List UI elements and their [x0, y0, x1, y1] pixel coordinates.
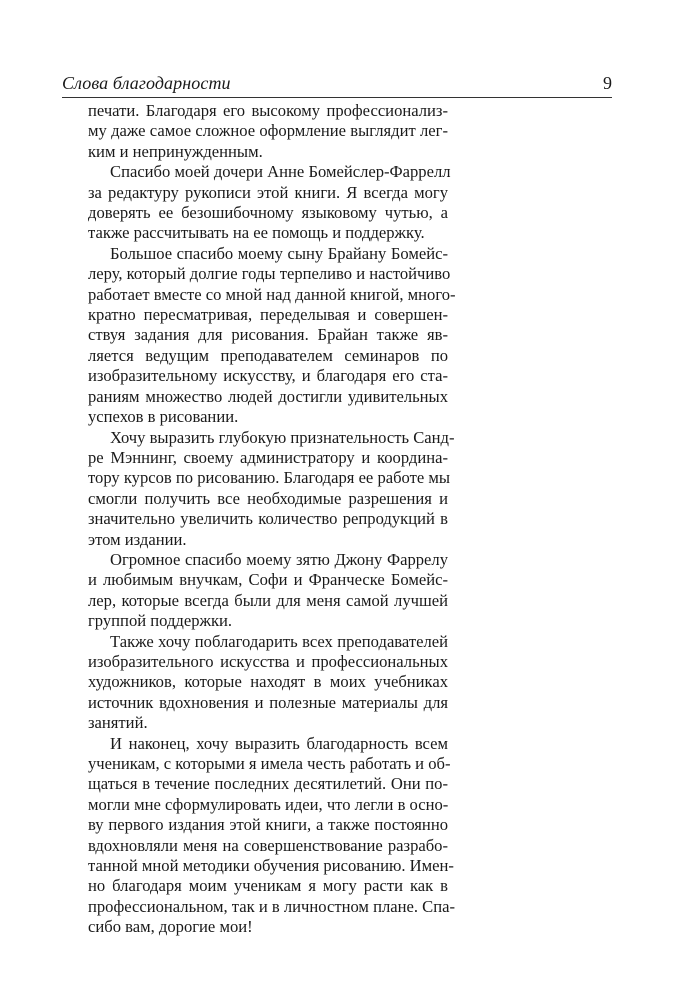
text-line: ре Мэннинг, своему администратору и координа-: [88, 447, 448, 467]
text-line: сибо вам, дорогие мои!: [88, 917, 253, 937]
text-line: И наконец, хочу выразить благодарность всем: [110, 733, 448, 753]
paragraph: [88, 427, 455, 550]
text-line: ким и непринужденным.: [88, 141, 263, 161]
text-line: печати. Благодаря его высокому профессионализ-: [88, 101, 448, 120]
text-line: работает вместе со мной над данной книгой, много-: [88, 284, 456, 304]
paragraph: [88, 243, 456, 428]
paragraph: [88, 550, 448, 632]
text-line: доверять ее безошибочному языковому чутью, а: [88, 203, 448, 223]
text-line: му даже самое сложное оформление выглядит лег-: [88, 121, 448, 141]
text-line: успехов в рисовании.: [88, 407, 239, 427]
text-line: значительно увеличить количество репродукций в: [88, 509, 448, 529]
text-line: и любимым внучкам, Софи и Франческе Бомейс-: [88, 570, 448, 590]
text-line: группой поддержки.: [88, 611, 233, 631]
paragraph: [88, 101, 448, 162]
text-line: тору курсов по рисованию. Благодаря ее работе мы: [88, 468, 451, 488]
body-text: [88, 101, 456, 938]
text-line: Хочу выразить глубокую признательность Санд-: [110, 427, 455, 447]
text-line: леру, который долгие годы терпеливо и настойчиво: [88, 264, 451, 284]
text-line: профессиональном, так и в личностном плане. Спа-: [88, 896, 455, 916]
page-number: 9: [603, 73, 612, 93]
text-line: изобразительного искусства и профессиональных: [88, 651, 448, 671]
text-line: Большое спасибо моему сыну Брайану Бомейс-: [110, 243, 448, 263]
text-line: источник вдохновения и полезные материалы для: [88, 692, 448, 712]
text-line: но благодаря моим ученикам я могу расти как в: [88, 876, 448, 896]
text-line: изобразительному искусству, и благодаря его ста-: [88, 366, 448, 386]
text-line: ствуя задания для рисования. Брайан также яв-: [88, 325, 448, 345]
text-line: Огромное спасибо моему зятю Джону Фаррелу: [110, 549, 448, 569]
text-line: лер, которые всегда были для меня самой лучшей: [88, 590, 448, 610]
text-line: ляется ведущим преподавателем семинаров по: [88, 345, 448, 365]
running-title: Слова благодарности: [62, 73, 231, 93]
text-line: этом издании.: [88, 529, 187, 549]
text-line: щаться в течение последних десятилетий. Они по-: [88, 774, 448, 794]
paragraph: [88, 162, 451, 244]
text-line: занятий.: [88, 713, 148, 733]
running-head: [62, 72, 612, 94]
text-line: могли мне сформулировать идеи, что легли в осно-: [88, 794, 449, 814]
text-line: ву первого издания этой книги, а также постоянно: [88, 815, 448, 835]
text-line: за редактуру рукописи этой книги. Я всегда могу: [88, 182, 448, 202]
text-line: Спасибо моей дочери Анне Бомейслер-Фаррелл: [110, 162, 451, 182]
text-line: ученикам, с которыми я имела честь работать и об-: [88, 754, 451, 773]
text-line: танной мной методики обучения рисованию. Имен-: [88, 856, 454, 876]
text-line: смогли получить все необходимые разрешения и: [88, 488, 448, 508]
paragraph: [88, 733, 455, 938]
text-line: раниям множество людей достигли удивительных: [88, 386, 448, 406]
text-line: Также хочу поблагодарить всех преподавателей: [110, 631, 448, 651]
text-line: вдохновляли меня на совершенствование разрабо-: [88, 835, 448, 855]
header-rule: [62, 97, 612, 98]
text-line: также рассчитывать на ее помощь и поддержку.: [88, 223, 425, 243]
text-line: художников, которые находят в моих учебниках: [88, 672, 448, 692]
text-line: кратно пересматривая, переделывая и совершен-: [88, 305, 448, 325]
paragraph: [88, 632, 448, 734]
